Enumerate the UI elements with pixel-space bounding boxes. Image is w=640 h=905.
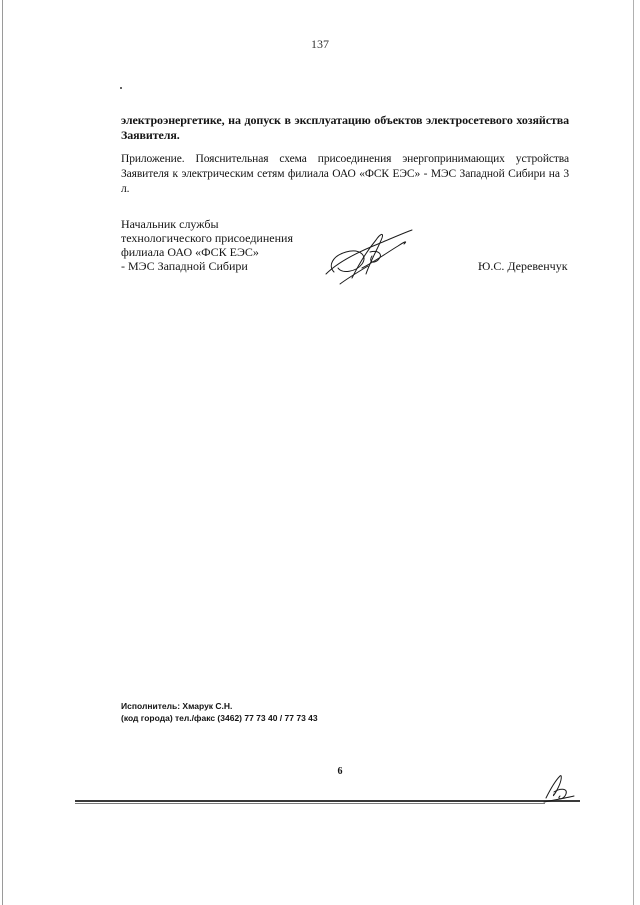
executor-info (121, 700, 381, 724)
body-paragraph-1: электроэнергетике, на допуск в эксплуатацию объектов электросетевого хозяйства Заявителя. (121, 113, 569, 142)
position-line: технологического присоединения (121, 231, 293, 245)
executor-name: Исполнитель: Хмарук С.Н. (121, 701, 233, 711)
attachment-paragraph: Приложение. Пояснительная схема присоединения энергопринимающих устройства Заявителя к электрическим сетям филиала ОАО «ФСК ЕЭС» - МЭС Западной Сибири на 3 л. (121, 153, 569, 195)
position-line: Начальник службы (121, 217, 219, 231)
scan-speck (120, 87, 122, 89)
scan-left-edge (2, 0, 3, 905)
handwritten-signature (318, 222, 418, 288)
position-line: - МЭС Западной Сибири (121, 259, 248, 273)
footer-rule (75, 800, 580, 802)
initials-mark (540, 772, 578, 806)
archive-page-number: 137 (311, 37, 329, 51)
scan-right-edge (633, 0, 634, 905)
executor-phone: (код города) тел./факс (3462) 77 73 40 / 77 73 43 (121, 713, 318, 723)
signer-name: Ю.С. Деревенчук (478, 259, 568, 273)
footer-rule-secondary (75, 803, 545, 804)
signatory-position (121, 217, 321, 273)
position-line: филиала ОАО «ФСК ЕЭС» (121, 245, 259, 259)
page-number: 6 (337, 766, 343, 777)
